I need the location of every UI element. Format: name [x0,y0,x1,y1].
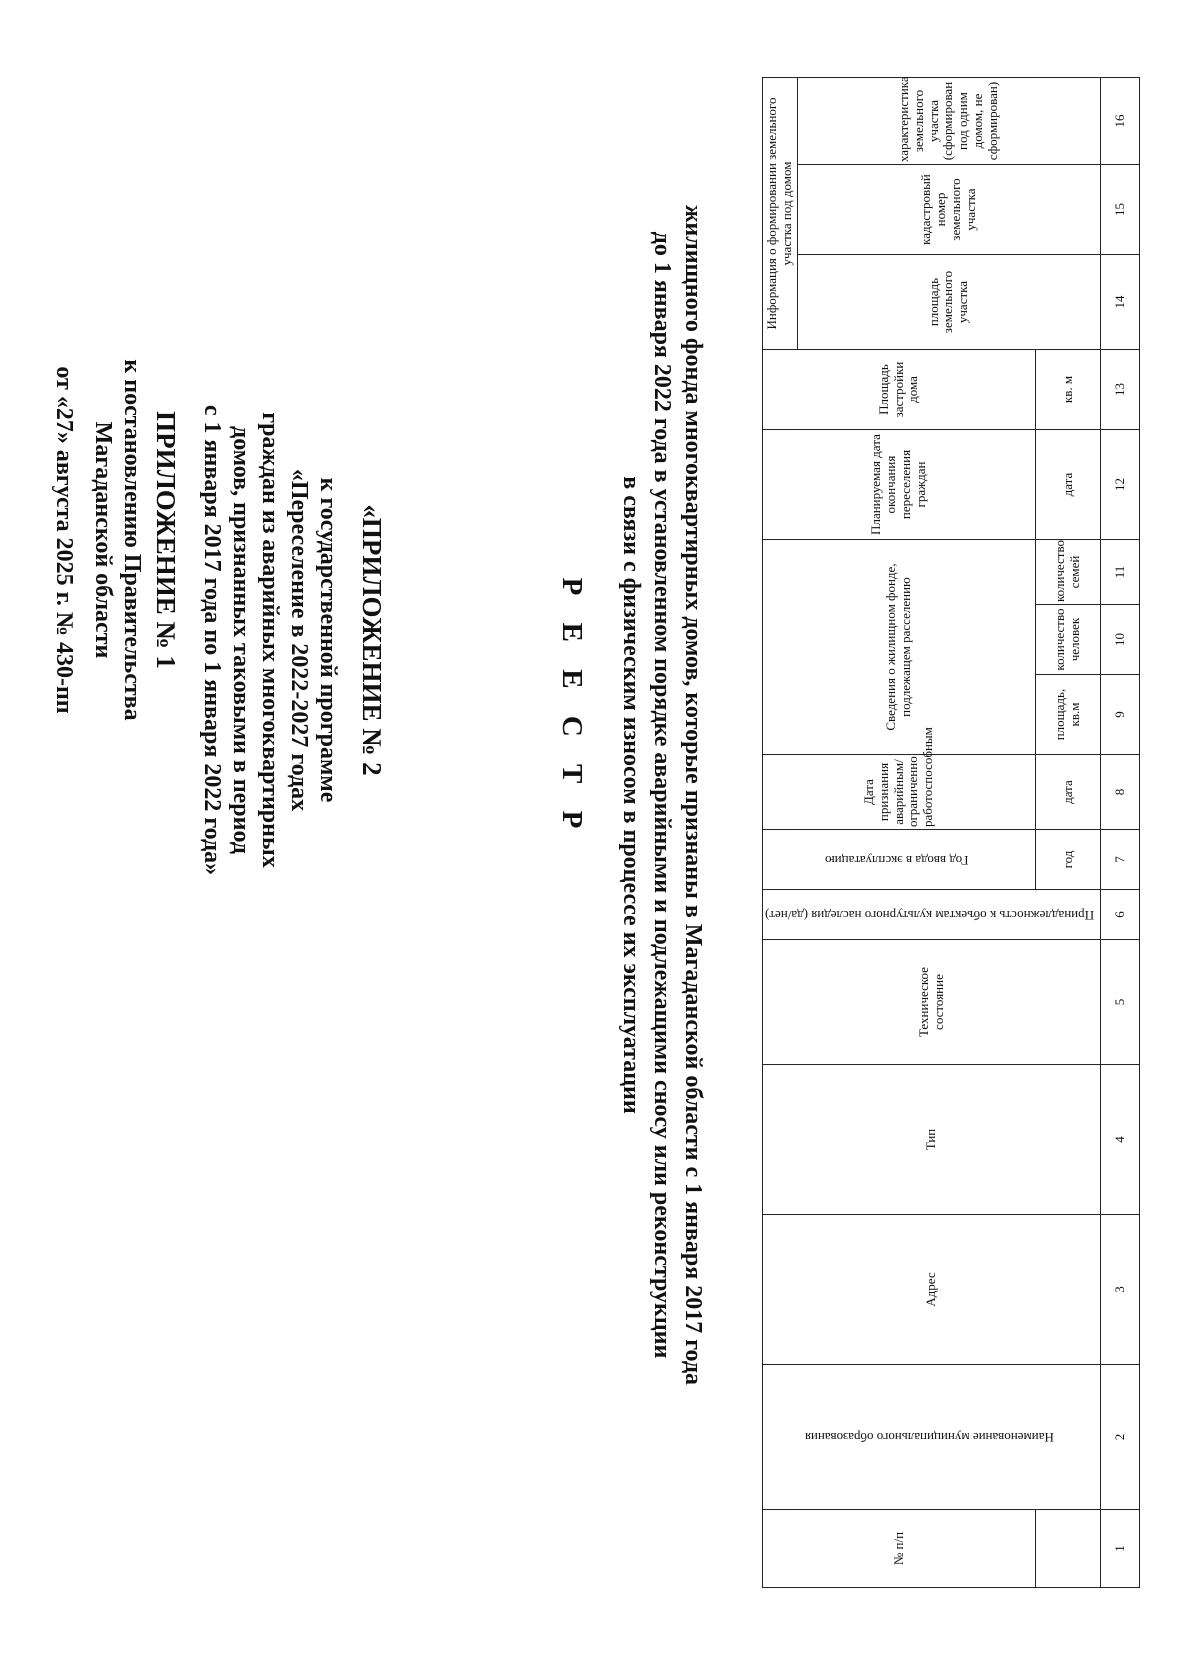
appendix-1-title: ПРИЛОЖЕНИЕ № 1 [151,411,181,669]
appendix-2-line-4: домов, признанных таковыми в период [228,426,255,854]
header-col-6-text: Принадлежность к объектам культурного наследия (да/нет) [764,908,1095,923]
header-col-2 [762,1365,1100,1510]
appendix-2-line-2: «Переселение в 2022-2027 годах [285,468,312,812]
column-number: 1 [1101,1510,1140,1588]
unit-col-1 [1036,1510,1101,1588]
unit-col-7: год [1036,830,1101,890]
table-header-row-1 [762,78,797,1588]
unit-col-12: дата [1036,430,1101,540]
column-number: 10 [1101,605,1140,675]
column-number: 3 [1101,1215,1140,1365]
column-number: 9 [1101,675,1140,755]
header-col-5: Техническое состояние [762,940,1100,1065]
registry-subtitle [614,120,708,1470]
header-col-7-text: Год ввода в эксплуатацию [825,853,969,868]
appendix-2-line-5: с 1 января 2017 года по 1 января 2022 года» [199,404,226,876]
column-number: 14 [1101,255,1140,350]
header-col-1: № п/п [762,1510,1035,1588]
column-number: 5 [1101,940,1140,1065]
header-col-8: Дата признания аварийным/ ограниченно работоспособным [762,755,1035,830]
appendix-2-line-3: граждан из аварийных многоквартирных [257,412,284,868]
registry-subtitle-line-1: жилищного фонда многоквартирных домов, которые признаны в Магаданской области с 1 января 2017 года [680,205,706,1385]
registry-subtitle-line-2: до 1 января 2022 года в установленном порядке аварийными и подлежащими сносу или реконструкции [648,231,675,1359]
header-col-11: количество семей [1036,540,1101,605]
unit-col-8: дата [1036,755,1101,830]
header-col-14: площадь земельного участка [797,255,1100,350]
header-col-16: характеристика земельного участка (сформирован под одним домом, не сформирован) [797,78,1100,165]
column-number: 7 [1101,830,1140,890]
appendix-2-line-1: к государственной программе [314,477,341,803]
header-col-6 [762,890,1100,940]
column-number: 8 [1101,755,1140,830]
appendix-1-line-2: Магаданской области [89,421,116,659]
column-number: 16 [1101,78,1140,165]
table-number-row [1101,78,1140,1588]
unit-col-13: кв. м [1036,350,1101,430]
header-col-7 [762,830,1035,890]
column-number: 6 [1101,890,1140,940]
header-col-3: Адрес [762,1215,1100,1365]
header-col-2-text: Наименование муниципального образования [805,1430,1054,1446]
column-number: 12 [1101,430,1140,540]
registry-table [762,77,1140,1588]
appendix-1-header [49,280,182,800]
header-col-9: площадь, кв.м [1036,675,1101,755]
appendix-2-title: «ПРИЛОЖЕНИЕ № 2 [357,504,387,776]
column-number: 15 [1101,165,1140,255]
header-group-land: Информация о формировании земельного участка под домом [762,78,797,350]
header-col-4: Тип [762,1065,1100,1215]
column-number: 4 [1101,1065,1140,1215]
registry-subtitle-line-3: в связи с физическим износом в процессе их эксплуатации [617,476,644,1114]
header-col-10: количество человек [1036,605,1101,675]
header-group-housing: Сведения о жилищном фонде, подлежащем расселению [762,540,1035,755]
column-number: 11 [1101,540,1140,605]
registry-title: Р Е Е С Т Р [556,577,588,839]
column-number: 13 [1101,350,1140,430]
appendix-1-date: от «27» августа 2025 г. № 430-пп [51,366,78,714]
header-col-12: Планируемая дата окончания переселения граждан [762,430,1035,540]
column-number: 2 [1101,1365,1140,1510]
appendix-1-line-1: к постановлению Правительства [118,359,145,721]
header-col-15: кадастровый номер земельного участка [797,165,1100,255]
appendix-2-header [198,280,388,1000]
header-col-13: Площадь застройки дома [762,350,1035,430]
